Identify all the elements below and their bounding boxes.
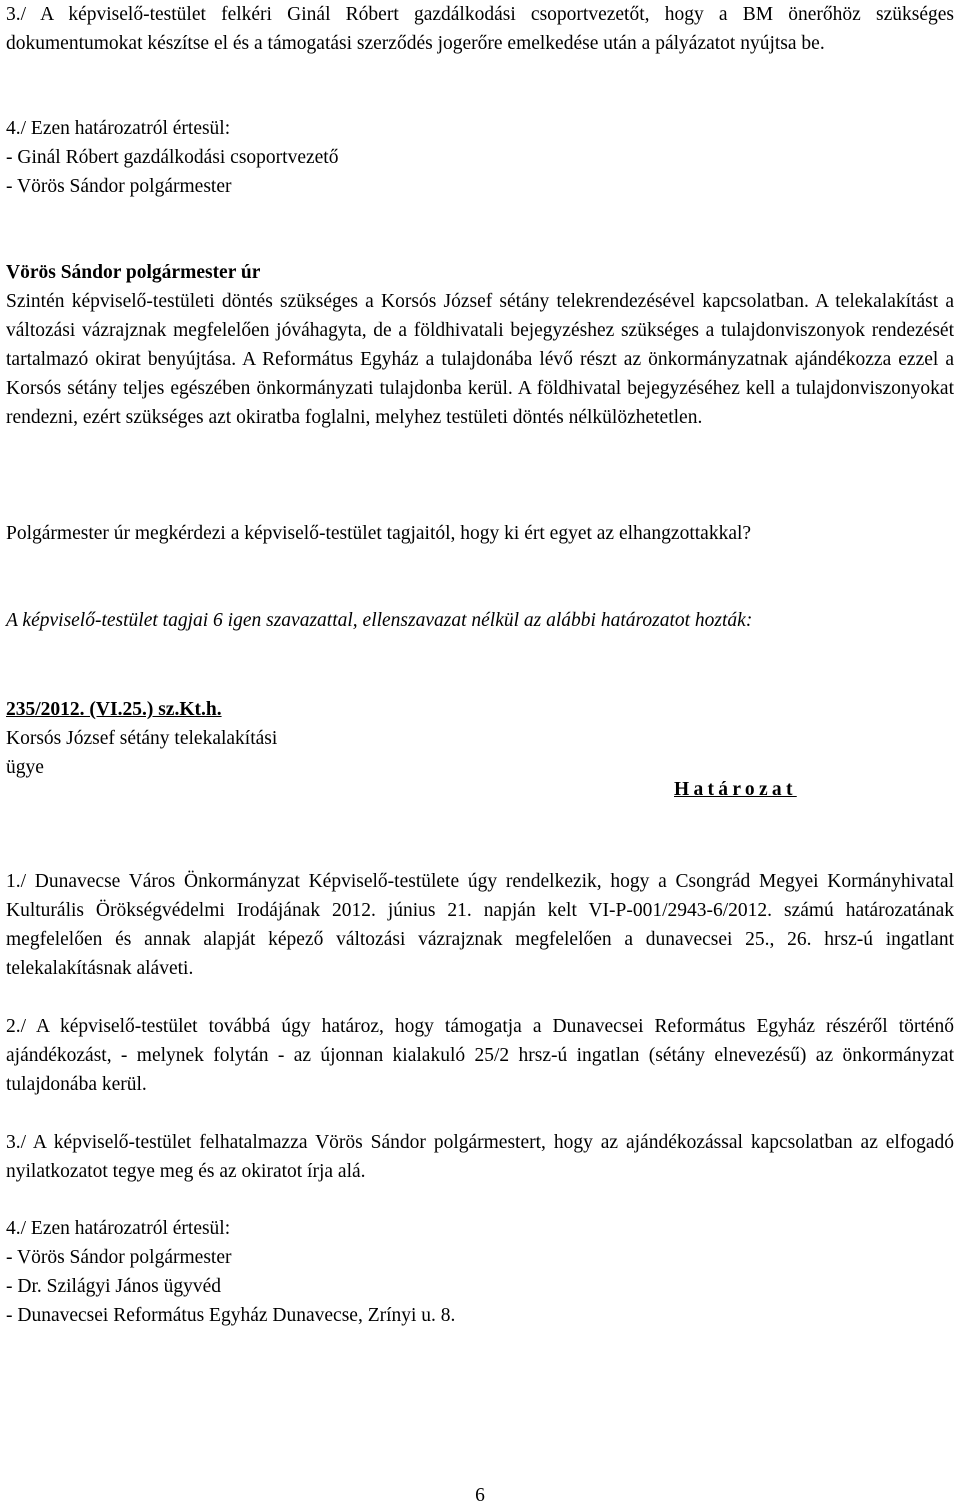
speech-block (6, 258, 954, 432)
resolution-title: Határozat (674, 779, 797, 800)
resolution-item-2: 2./ A képviselő-testület továbbá úgy határoz, hogy támogatja a Dunavecsei Református Egyház részéről történő ajándékozást, - melynek folytán - az újonnan kialakuló 25/2 hrsz-ú ingatlan (sétány elnevezésű) az önkormányzat tulajdonába kerül. (6, 1016, 954, 1095)
notify-recipient: - Vörös Sándor polgármester (6, 1247, 232, 1268)
speaker-name: Vörös Sándor polgármester úr (6, 262, 261, 283)
resolution-item-1: 1./ Dunavecse Város Önkormányzat Képviselő-testülete úgy rendelkezik, hogy a Csongrád Megyei Kormányhivatal Kulturális Örökségvédelmi Irodájának 2012. június 21. napján kelt VI-P-001/2943-6/2012. számú határozatának megfelelően és annak alapját képező változási vázrajznak megfelelően a dunavecsei 25., 26. hrsz-ú ingatlant telekalakításnak aláveti. (6, 871, 954, 979)
page-number: 6 (475, 1485, 485, 1506)
notify-block (6, 1214, 954, 1330)
resolution-item-3: 3./ A képviselő-testület felhatalmazza Vörös Sándor polgármestert, hogy az ajándékozással kapcsolatban az elfogadó nyilatkozatot tegye meg és az okiratot írja alá. (6, 1132, 954, 1182)
notify-recipient: - Ginál Róbert gazdálkodási csoportvezető (6, 147, 339, 168)
resolution-number: 235/2012. (VI.25.) sz.Kt.h. (6, 699, 222, 720)
resolution-header (6, 695, 954, 800)
resolution-subject: Korsós József sétány telekalakítási (6, 728, 278, 749)
speech-paragraph: Szintén képviselő-testületi döntés szükséges a Korsós József sétány telekrendezésével kapcsolatban. A telekalakítást a változási vázrajznak megfelelően jóváhagyta, de a földhivatali bejegyzéshez szükséges a tulajdonviszonyok rendezését tartalmazó okirat benyújtása. A Református Egyház a tulajdonába lévő részt az önkormányzatnak ajándékozza ezzel a Korsós sétány teljes egészében önkormányzati tulajdonba kerül. A földhivatal bejegyzéséhez kell a tulajdonviszonyokat rendezni, ezért szükséges azt okiratba foglalni, melyhez testületi döntés nélkülözhetetlen. (6, 291, 954, 428)
notify-heading: 4./ Ezen határozatról értesül: (6, 118, 231, 139)
resolution-item-3-continued: 3./ A képviselő-testület felkéri Ginál Róbert gazdálkodási csoportvezetőt, hogy a BM önerőhöz szükséges dokumentumokat készítse el és a támogatási szerződés jogerőre emelkedése után a pályázatot nyújtsa be. (6, 4, 954, 54)
notify-recipient: - Dr. Szilágyi János ügyvéd (6, 1276, 222, 1297)
notify-heading: 4./ Ezen határozatról értesül: (6, 1218, 231, 1239)
notify-recipient: - Vörös Sándor polgármester (6, 176, 232, 197)
vote-result: A képviselő-testület tagjai 6 igen szavazattal, ellenszavazat nélkül az alábbi határozatot hozták: (6, 610, 753, 631)
notify-recipient: - Dunavecsei Református Egyház Dunavecse, Zrínyi u. 8. (6, 1305, 456, 1326)
resolution-subject-row (6, 753, 954, 800)
notify-block-previous (6, 114, 954, 201)
resolution-subject-cont: ügye (6, 757, 44, 778)
question-paragraph: Polgármester úr megkérdezi a képviselő-testület tagjaitól, hogy ki ért egyet az elhangzottakkal? (6, 523, 752, 544)
